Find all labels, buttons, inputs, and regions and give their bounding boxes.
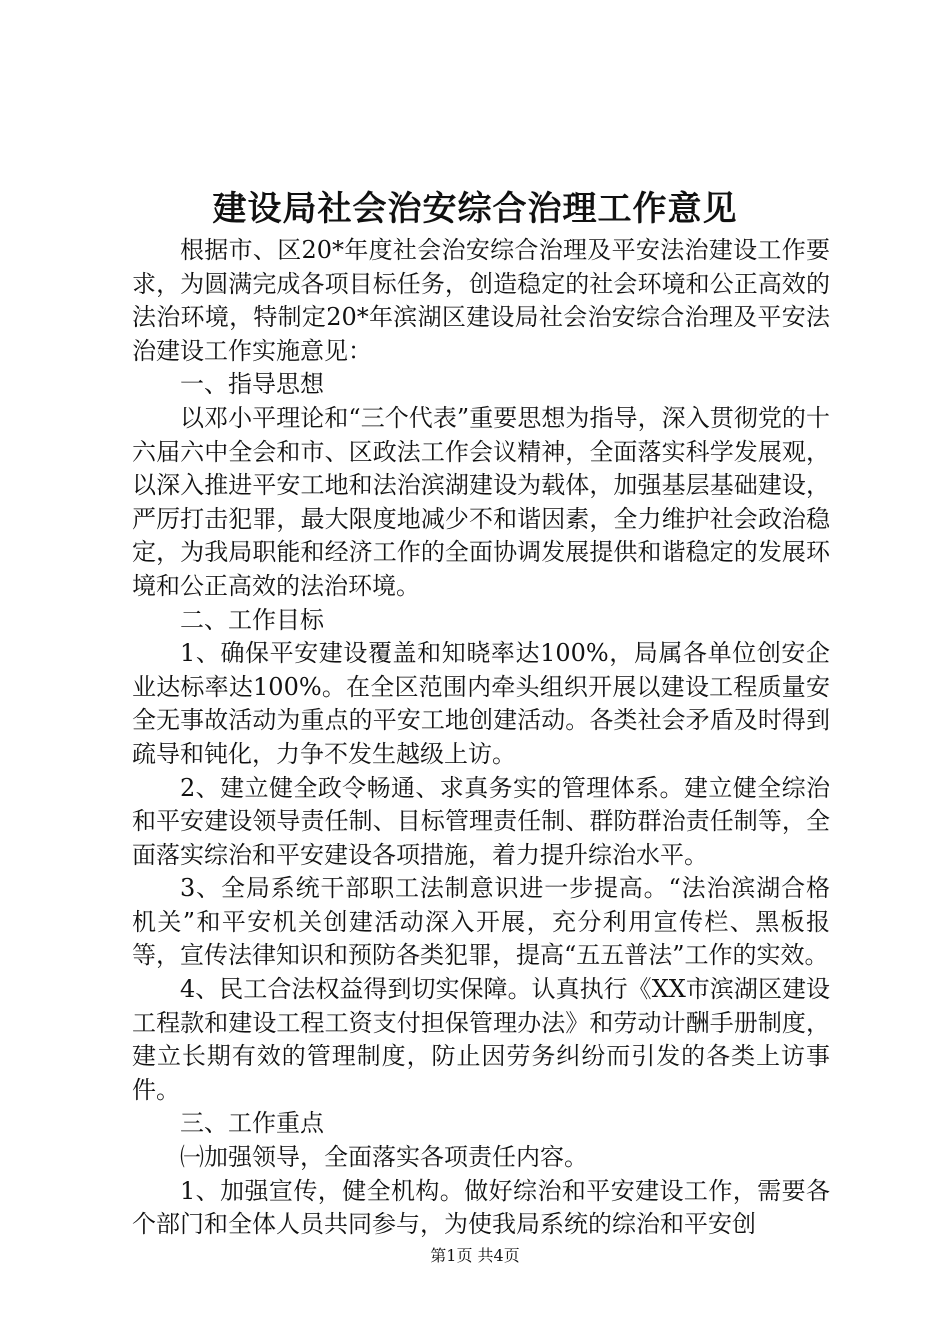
section-heading-work-goals: 二、工作目标 (180, 605, 324, 634)
paragraph-goal-2: 2、建立健全政令畅通、求真务实的管理体系。建立健全综治和平安建设领导责任制、目标管理责任制、群防群治责任制等，全面落实综治和平安建设各项措施，着力提升综治水平。 (132, 773, 830, 869)
paragraph-goal-4: 4、民工合法权益得到切实保障。认真执行《XX市滨湖区建设工程款和建设工程工资支付担保管理办法》和劳动计酬手册制度，建立长期有效的管理制度，防止因劳务纠纷而引发的各类上访事件。 (132, 975, 830, 1104)
paragraph-goal-3: 3、全局系统干部职工法制意识进一步提高。“法治滨湖合格机关”和平安机关创建活动深入开展，充分利用宣传栏、黑板报等，宣传法律知识和预防各类犯罪，提高“五五普法”工作的实效。 (132, 874, 830, 970)
paragraph-intro: 根据市、区20*年度社会治安综合治理及平安法治建设工作要求，为圆满完成各项目标任务，创造稳定的社会环境和公正高效的法治环境，特制定20*年滨湖区建设局社会治安综合治理及平安法治建设工作实施意见： (132, 236, 830, 365)
section-heading-guiding-thought: 一、指导思想 (180, 370, 324, 399)
section-heading-work-focus: 三、工作重点 (180, 1109, 324, 1138)
paragraph-guiding-thought: 以邓小平理论和“三个代表”重要思想为指导，深入贯彻党的十六届六中全会和市、区政法工作会议精神，全面落实科学发展观，以深入推进平安工地和法治滨湖建设为载体，加强基层基础建设，严厉打击犯罪，最大限度地减少不和谐因素，全力维护社会政治稳定，为我局职能和经济工作的全面协调发展提供和谐稳定的发展环境和公正高效的法治环境。 (132, 403, 830, 600)
subsection-heading-leadership: ㈠加强领导，全面落实各项责任内容。 (180, 1143, 588, 1172)
document-title: 建设局社会治安综合治理工作意见 (212, 189, 738, 229)
document-body (132, 234, 830, 1242)
paragraph-focus-1: 1、加强宣传，健全机构。做好综治和平安建设工作，需要各个部门和全体人员共同参与，为使我局系统的综治和平安创 (132, 1176, 830, 1239)
paragraph-goal-1: 1、确保平安建设覆盖和知晓率达100%，局属各单位创安企业达标率达100%。在全区范围内牵头组织开展以建设工程质量安全无事故活动为重点的平安工地创建活动。各类社会矛盾及时得到疏导和钝化，力争不发生越级上访。 (132, 639, 830, 768)
page-footer: 第1页 共4页 (430, 1246, 520, 1265)
